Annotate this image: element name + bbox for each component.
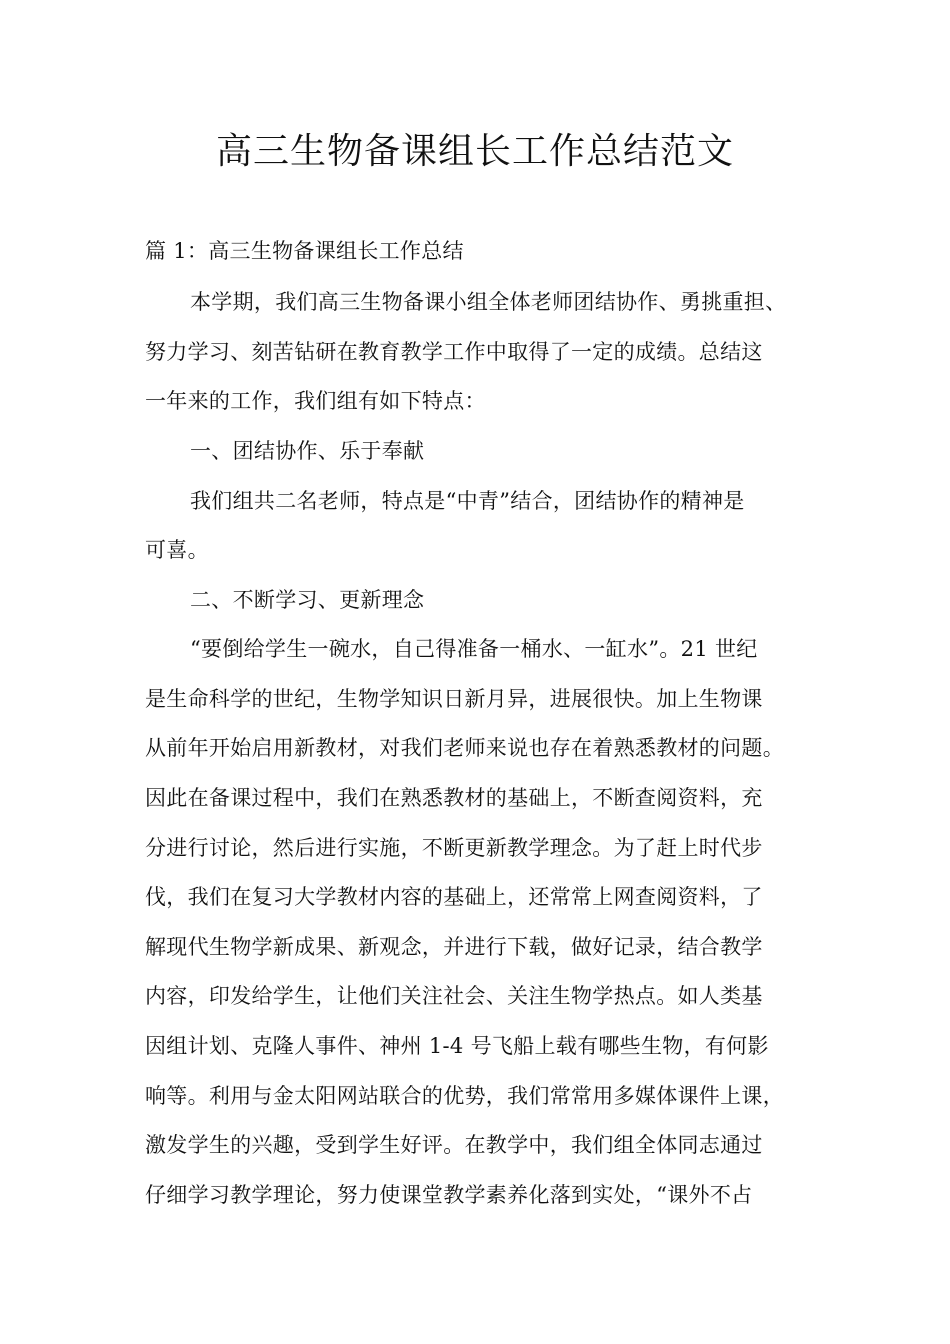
subheading: 一、团结协作、乐于奉献: [190, 439, 425, 463]
subheading: 二、不断学习、更新理念: [190, 588, 425, 612]
paragraph-line: 本学期，我们高三生物备课小组全体老师团结协作、勇挑重担、: [190, 290, 787, 314]
paragraph-line: 可喜。: [145, 538, 209, 562]
paragraph-line: 内容，印发给学生，让他们关注社会、关注生物学热点。如人类基: [145, 984, 763, 1008]
paragraph-line: 解现代生物学新成果、新观念，并进行下载，做好记录，结合教学: [145, 935, 763, 959]
paragraph-line: 我们组共二名老师，特点是“中青”结合，团结协作的精神是: [190, 489, 745, 513]
paragraph-line: 努力学习、刻苦钻研在教育教学工作中取得了一定的成绩。总结这: [145, 340, 763, 364]
document-title: 高三生物备课组长工作总结范文: [215, 131, 734, 172]
paragraph-line: 是生命科学的世纪，生物学知识日新月异，进展很快。加上生物课: [145, 687, 763, 711]
paragraph-line: 响等。利用与金太阳网站联合的优势，我们常常用多媒体课件上课，: [145, 1084, 784, 1108]
paragraph-line: 因组计划、克隆人事件、神州 1-4 号飞船上载有哪些生物，有何影: [145, 1034, 769, 1058]
paragraph-line: 从前年开始启用新教材，对我们老师来说也存在着熟悉教材的问题。: [145, 736, 784, 760]
paragraph-line: 一年来的工作，我们组有如下特点：: [145, 389, 486, 413]
paragraph-line: 激发学生的兴趣，受到学生好评。在教学中，我们组全体同志通过: [145, 1133, 763, 1157]
paragraph-line: 因此在备课过程中，我们在熟悉教材的基础上，不断查阅资料，充: [145, 786, 763, 810]
paragraph-line: 伐，我们在复习大学教材内容的基础上，还常常上网查阅资料，了: [145, 885, 763, 909]
paragraph-line: “要倒给学生一碗水，自己得准备一桶水、一缸水”。21 世纪: [190, 637, 758, 661]
paragraph-line: 分进行讨论，然后进行实施，不断更新教学理念。为了赶上时代步: [145, 836, 763, 860]
paragraph-line: 仔细学习教学理论，努力使课堂教学素养化落到实处，“课外不占: [145, 1183, 753, 1207]
section-heading: 篇 1：高三生物备课组长工作总结: [145, 239, 464, 263]
